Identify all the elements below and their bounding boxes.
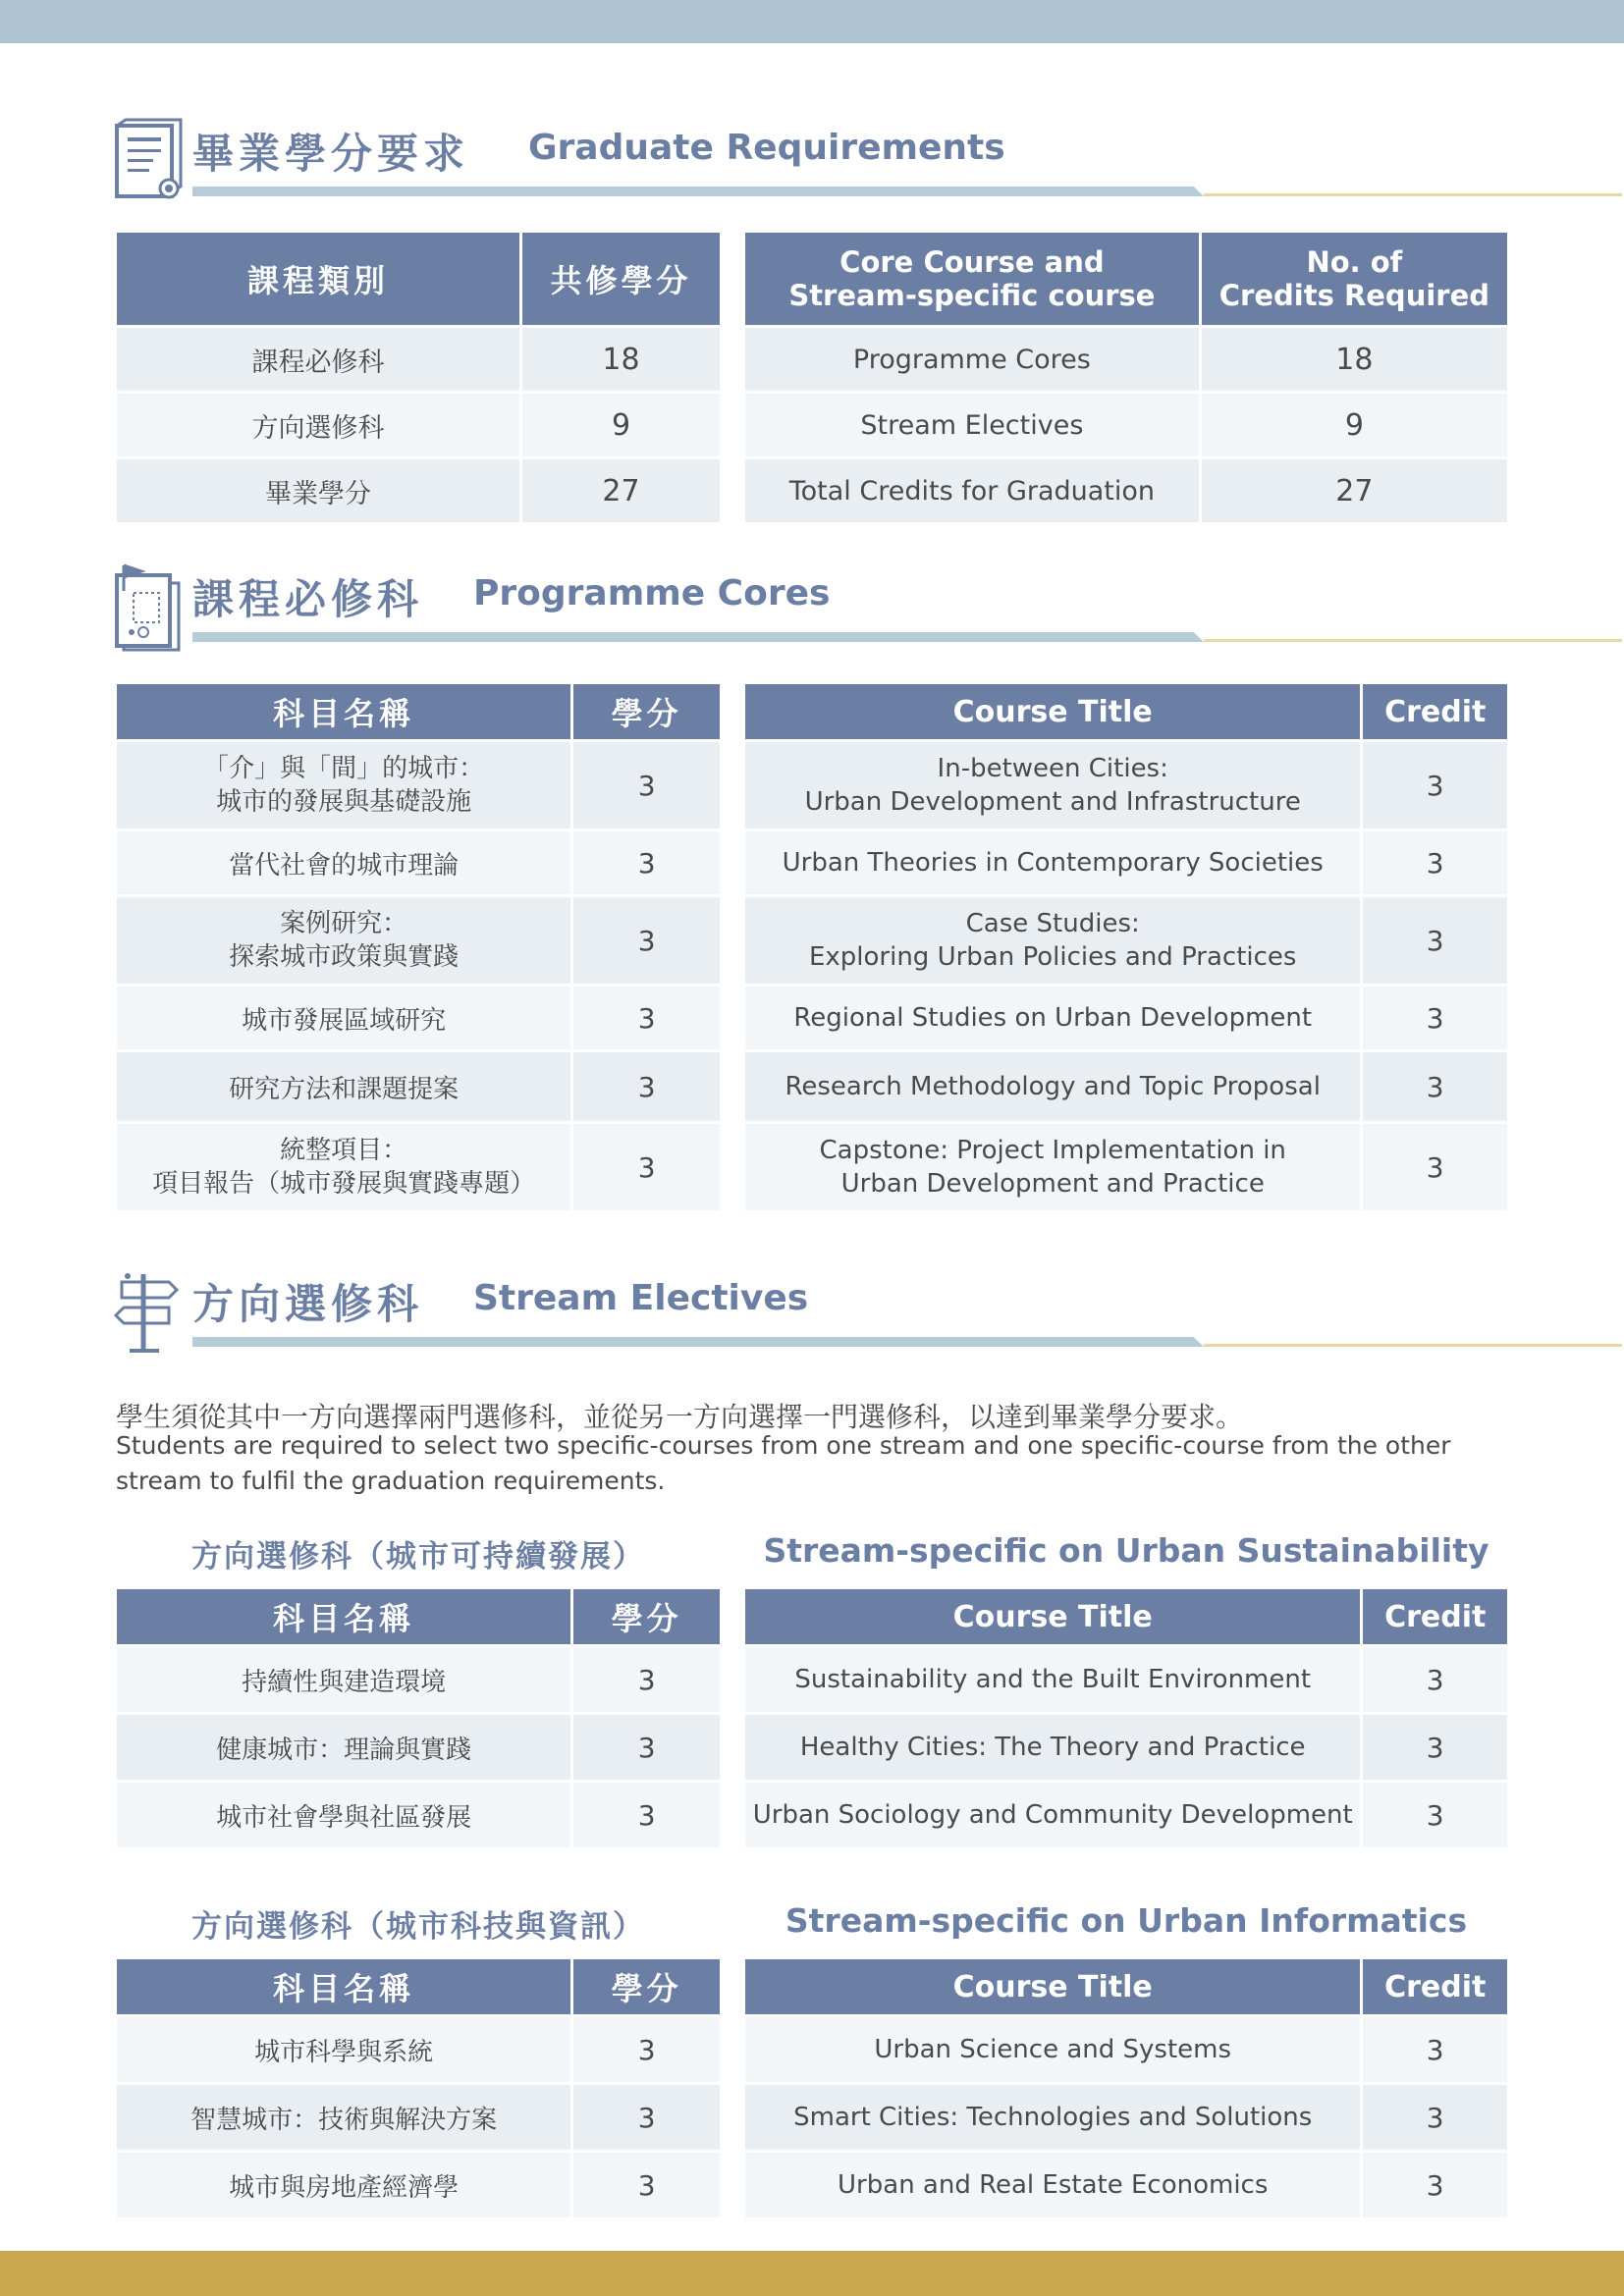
- course-title-cell: Smart Cities: Technologies and Solutions: [745, 2085, 1360, 2150]
- table-header: Credit: [1363, 1959, 1507, 2014]
- table-header: Course Title: [745, 684, 1360, 739]
- checklist-flag-icon: [114, 563, 185, 652]
- course-name-cell: 城市發展區域研究: [117, 987, 570, 1049]
- table-row: [117, 1124, 720, 1210]
- credit-cell: 3: [573, 831, 720, 894]
- credits-cell: 18: [522, 328, 720, 391]
- course-title-cell: Urban Sociology and Community Development: [745, 1783, 1360, 1847]
- certificate-icon: [114, 118, 185, 206]
- table-header: Credit: [1363, 684, 1507, 739]
- course-title-cell: Case Studies: Exploring Urban Policies and Practices: [745, 897, 1360, 984]
- credit-cell: 3: [1363, 831, 1507, 894]
- course-title-cell: Urban Theories in Contemporary Societies: [745, 831, 1360, 894]
- table-header: 共修學分: [522, 233, 720, 325]
- table-header: Course Title: [745, 1589, 1360, 1644]
- credit-cell: 3: [1363, 987, 1507, 1049]
- course-title-cell: Urban and Real Estate Economics: [745, 2153, 1360, 2217]
- course-title-cell: Urban Science and Systems: [745, 2017, 1360, 2082]
- credit-cell: 3: [573, 2085, 720, 2150]
- table-row: [117, 459, 720, 522]
- table-row: [745, 1124, 1507, 1210]
- section-header-graduate-requirements: [114, 118, 1508, 216]
- credits-cell: 9: [522, 394, 720, 456]
- stream-electives-title-zh: 方向選修科: [192, 1280, 424, 1328]
- course-name-cell: 智慧城市：技術與解決方案: [117, 2085, 570, 2150]
- credits-cell: 27: [1202, 459, 1507, 522]
- course-name-cell: 當代社會的城市理論: [117, 831, 570, 894]
- table-row: [745, 1052, 1507, 1121]
- credit-cell: 3: [573, 897, 720, 984]
- top-decorative-bar: [0, 0, 1624, 43]
- graduate-requirements-table-zh: [114, 230, 723, 525]
- course-name-cell: 統整項目： 項目報告（城市發展與實踐專題）: [117, 1124, 570, 1210]
- credit-cell: 3: [573, 1124, 720, 1210]
- table-row: [117, 897, 720, 984]
- stream-electives-note-en-line2: stream to fulfil the graduation requirements.: [116, 1467, 666, 1495]
- course-name-cell: 「介」與「間」的城市： 城市的發展與基礎設施: [117, 742, 570, 828]
- table-header: 學分: [573, 1589, 720, 1644]
- credit-cell: 3: [573, 1715, 720, 1780]
- course-title-cell: Capstone: Project Implementation in Urban Development and Practice: [745, 1124, 1360, 1210]
- table-header: 學分: [573, 1959, 720, 2014]
- credit-cell: 3: [573, 1783, 720, 1847]
- credit-cell: 3: [573, 742, 720, 828]
- table-row: [745, 1715, 1507, 1780]
- table-row: [745, 394, 1507, 456]
- credit-cell: 3: [573, 1647, 720, 1712]
- section-rule: [192, 187, 1204, 196]
- table-header: 學分: [573, 684, 720, 739]
- section-header-programme-cores: [114, 563, 1508, 662]
- table-header: Core Course and Stream-specific course: [745, 233, 1199, 325]
- course-name-cell: 城市與房地產經濟學: [117, 2153, 570, 2217]
- credit-cell: 3: [1363, 1124, 1507, 1210]
- credit-cell: 3: [1363, 2017, 1507, 2082]
- table-row: [745, 831, 1507, 894]
- credits-cell: 18: [1202, 328, 1507, 391]
- section-rule-gold: [1204, 639, 1622, 642]
- programme-cores-title-en: Programme Cores: [473, 573, 831, 614]
- credit-cell: 3: [573, 2017, 720, 2082]
- credit-cell: 3: [573, 2153, 720, 2217]
- table-row: [117, 2017, 720, 2082]
- course-title-cell: Research Methodology and Topic Proposal: [745, 1052, 1360, 1121]
- course-name-cell: 研究方法和課題提案: [117, 1052, 570, 1121]
- table-row: [745, 987, 1507, 1049]
- table-row: [745, 459, 1507, 522]
- credit-cell: 3: [1363, 1715, 1507, 1780]
- informatics-title-en: Stream-specific on Urban Informatics: [785, 1901, 1468, 1940]
- course-title-cell: Regional Studies on Urban Development: [745, 987, 1360, 1049]
- credits-cell: 27: [522, 459, 720, 522]
- table-row: [117, 2153, 720, 2217]
- informatics-table-en: [742, 1956, 1510, 2220]
- category-cell: Stream Electives: [745, 394, 1199, 456]
- credit-cell: 3: [1363, 897, 1507, 984]
- table-row: [745, 742, 1507, 828]
- sustainability-title-zh: 方向選修科（城市可持續發展）: [191, 1539, 645, 1575]
- table-header: 課程類別: [117, 233, 519, 325]
- table-row: [117, 394, 720, 456]
- course-title-cell: Sustainability and the Built Environment: [745, 1647, 1360, 1712]
- stream-electives-note-zh: 學生須從其中一方向選擇兩門選修科，並從另一方向選擇一門選修科，以達到畢業學分要求。: [116, 1401, 1244, 1433]
- category-cell: 課程必修科: [117, 328, 519, 391]
- stream-electives-title-en: Stream Electives: [473, 1278, 809, 1318]
- programme-cores-title-zh: 課程必修科: [192, 575, 424, 623]
- course-name-cell: 健康城市：理論與實踐: [117, 1715, 570, 1780]
- programme-cores-table-en: [742, 681, 1510, 1213]
- credit-cell: 3: [1363, 1647, 1507, 1712]
- course-name-cell: 持續性與建造環境: [117, 1647, 570, 1712]
- credit-cell: 3: [1363, 1052, 1507, 1121]
- category-cell: 畢業學分: [117, 459, 519, 522]
- informatics-table-zh: [114, 1956, 723, 2220]
- table-row: [117, 1052, 720, 1121]
- table-header: Course Title: [745, 1959, 1360, 2014]
- table-row: [745, 328, 1507, 391]
- credit-cell: 3: [573, 987, 720, 1049]
- table-row: [117, 1715, 720, 1780]
- credit-cell: 3: [1363, 2085, 1507, 2150]
- category-cell: Programme Cores: [745, 328, 1199, 391]
- table-row: [745, 1647, 1507, 1712]
- credit-cell: 3: [573, 1052, 720, 1121]
- graduate-requirements-title-zh: 畢業學分要求: [192, 130, 470, 178]
- table-row: [117, 831, 720, 894]
- credit-cell: 3: [1363, 2153, 1507, 2217]
- credits-cell: 9: [1202, 394, 1507, 456]
- signpost-icon: [114, 1268, 185, 1357]
- table-header: No. of Credits Required: [1202, 233, 1507, 325]
- table-row: [117, 2085, 720, 2150]
- programme-cores-table-zh: [114, 681, 723, 1213]
- graduate-requirements-title-en: Graduate Requirements: [528, 128, 1005, 168]
- stream-electives-note-en-line1: Students are required to select two specific-courses from one stream and one specific-course from the other: [116, 1431, 1451, 1460]
- table-header: 科目名稱: [117, 1959, 570, 2014]
- table-row: [117, 742, 720, 828]
- sustainability-title-en: Stream-specific on Urban Sustainability: [763, 1531, 1489, 1570]
- course-name-cell: 案例研究： 探索城市政策與實踐: [117, 897, 570, 984]
- table-row: [745, 897, 1507, 984]
- table-row: [745, 1783, 1507, 1847]
- table-row: [117, 987, 720, 1049]
- table-row: [745, 2017, 1507, 2082]
- table-row: [745, 2085, 1507, 2150]
- section-rule: [192, 632, 1204, 642]
- course-name-cell: 城市科學與系統: [117, 2017, 570, 2082]
- table-row: [117, 328, 720, 391]
- credit-cell: 3: [1363, 742, 1507, 828]
- graduate-requirements-table-en: [742, 230, 1510, 525]
- course-name-cell: 城市社會學與社區發展: [117, 1783, 570, 1847]
- course-title-cell: In-between Cities: Urban Development and Infrastructure: [745, 742, 1360, 828]
- category-cell: 方向選修科: [117, 394, 519, 456]
- bottom-decorative-bar: [0, 2251, 1624, 2296]
- table-row: [745, 2153, 1507, 2217]
- section-rule-gold: [1204, 193, 1622, 196]
- section-rule-gold: [1204, 1344, 1622, 1347]
- section-header-stream-electives: [114, 1268, 1508, 1366]
- informatics-title-zh: 方向選修科（城市科技與資訊）: [191, 1909, 645, 1945]
- credit-cell: 3: [1363, 1783, 1507, 1847]
- table-header: Credit: [1363, 1589, 1507, 1644]
- table-header: 科目名稱: [117, 1589, 570, 1644]
- category-cell: Total Credits for Graduation: [745, 459, 1199, 522]
- course-title-cell: Healthy Cities: The Theory and Practice: [745, 1715, 1360, 1780]
- table-row: [117, 1783, 720, 1847]
- section-rule: [192, 1337, 1204, 1347]
- table-row: [117, 1647, 720, 1712]
- table-header: 科目名稱: [117, 684, 570, 739]
- sustainability-table-zh: [114, 1586, 723, 1850]
- sustainability-table-en: [742, 1586, 1510, 1850]
